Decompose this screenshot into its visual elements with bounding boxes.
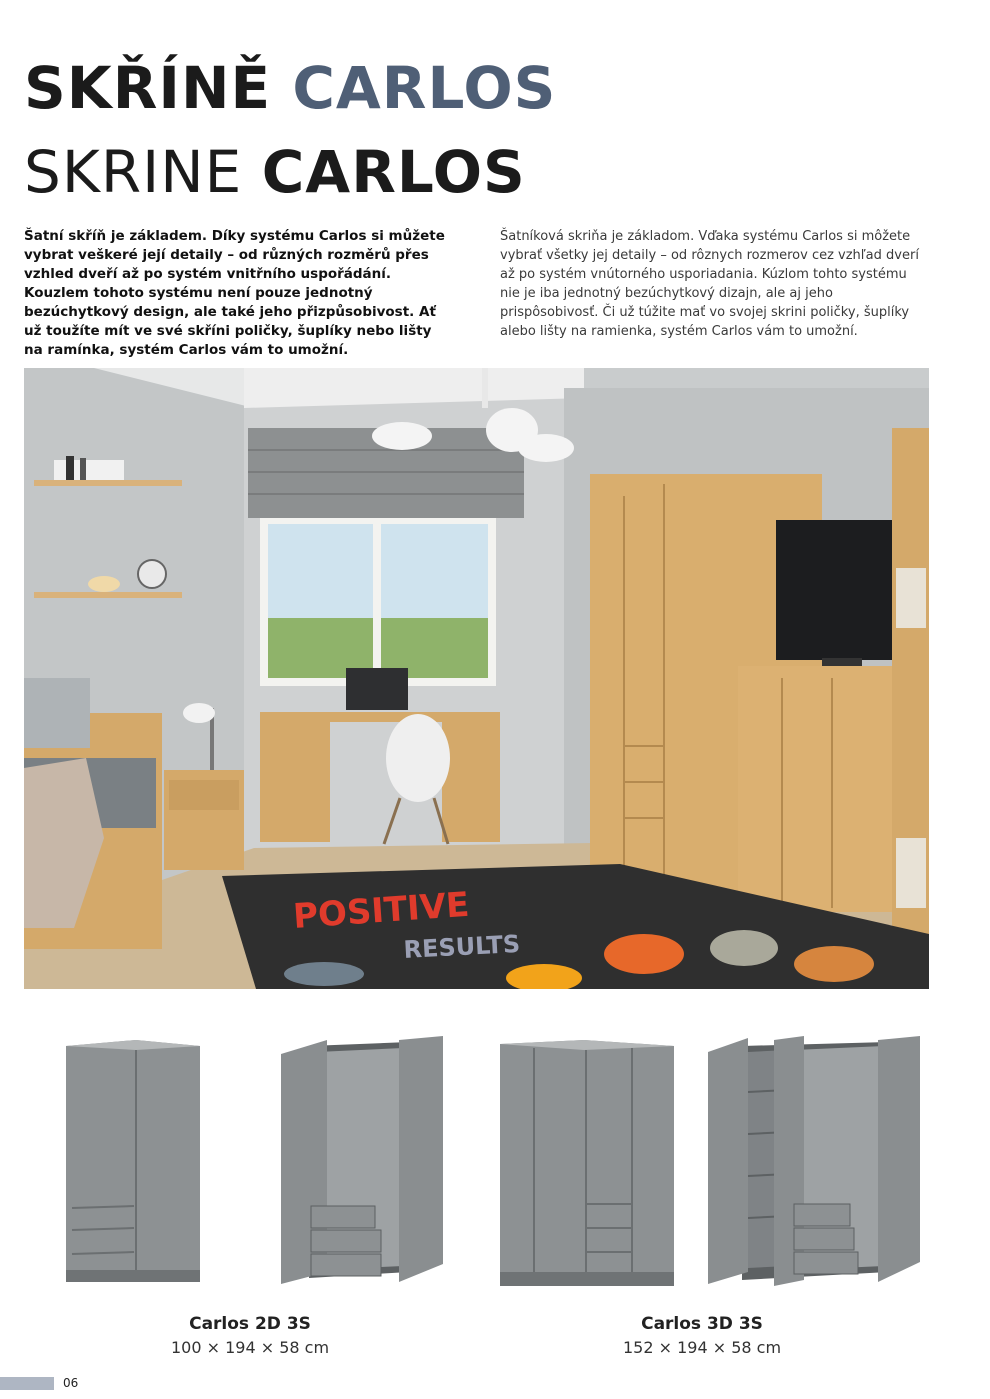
- desk-pedestal-right: [442, 722, 500, 842]
- sideboard: [738, 666, 892, 912]
- tv: [776, 520, 892, 660]
- title-czech-main: SKŘÍNĚ: [24, 54, 272, 122]
- product-dims-2: 152 × 194 × 58 cm: [622, 1338, 782, 1357]
- carlos-3d-3s-closed-image: [500, 1040, 676, 1286]
- intro-text-slovak: Šatníková skriňa je základom. Vďaka systému Carlos si môžete vybrať všetky jej detaily – od rôznych rozmerov cez vzhľad dverí až po systém vnútorného usporiadania. Kúzlom tohto systému nie je iba jednotný bezúchytkový dizajn, ale aj jeho prispôsobivosť. Či už túžite mať vo svojej skrini poličky, šuplíky alebo lišty na ramienka, systém Carlos vám to umožní.: [500, 229, 919, 339]
- desk-top: [260, 712, 500, 722]
- desk-pedestal-left: [260, 722, 330, 842]
- laptop: [346, 668, 408, 710]
- title-czech: [24, 52, 556, 124]
- wall-shelf-bottom: [34, 592, 182, 598]
- carlos-2d-3s-open-image: [281, 1036, 445, 1286]
- page-number: 06: [63, 1376, 79, 1390]
- product-caption-1: [100, 1312, 400, 1360]
- footer-bar: [0, 1377, 54, 1390]
- title-slovak: [24, 136, 526, 208]
- intro-text-czech: Šatní skříň je základem. Díky systému Carlos si můžete vybrat veškeré její detaily – od různých rozměrů přes vzhled dveří až po systém vnitřního uspořádání. Kouzlem tohoto systému není pouze jednotný bezúchytkový design, ale také jeho přizpůsobivost. Ať už toužíte mít ve své skříni poličky, šuplíky nebo lišty na ramínka, systém Carlos vám to umožní.: [24, 228, 445, 358]
- title-slovak-main: SKRINE: [24, 138, 243, 206]
- carlos-3d-3s-open-image: [708, 1036, 922, 1286]
- wall-shelf-top: [34, 480, 182, 486]
- product-name-1: Carlos 2D 3S: [189, 1314, 311, 1334]
- lamp-shade-3: [518, 434, 574, 462]
- carlos-2d-3s-closed-image: [66, 1040, 202, 1282]
- wall-clock: [138, 560, 166, 588]
- rug-word-2: RESULTS: [402, 929, 521, 964]
- rug-word-1: POSITIVE: [291, 884, 471, 937]
- product-caption-2: [552, 1312, 852, 1360]
- room-photo: [24, 368, 929, 989]
- desk-chair: [386, 714, 450, 802]
- lamp-shade-1: [372, 422, 432, 450]
- title-czech-accent: CARLOS: [292, 54, 557, 122]
- product-dims-1: 100 × 194 × 58 cm: [170, 1338, 330, 1357]
- title-slovak-bold: CARLOS: [261, 138, 526, 206]
- product-name-2: Carlos 3D 3S: [641, 1314, 763, 1334]
